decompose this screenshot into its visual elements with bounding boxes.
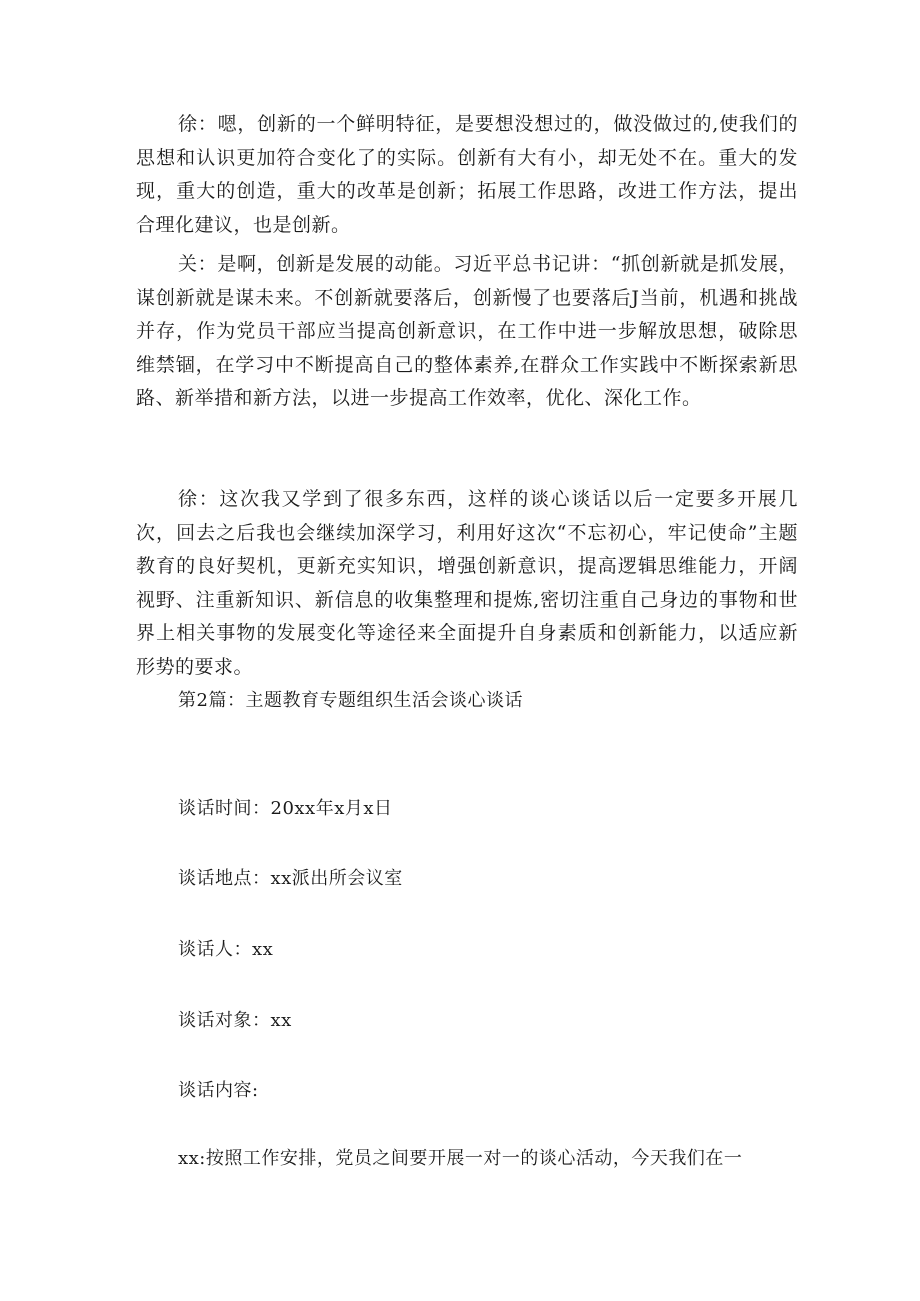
paragraph-xu-innovation: 徐：嗯，创新的一个鲜明特征，是要想没想过的，做没做过的,使我们的思想和认识更加符合变化了的实际。创新有大有小，却无处不在。重大的发现，重大的创造，重大的改革是创新；拓展工作思路，改进工作方法，提出合理化建议，也是创新。 (136, 113, 798, 236)
talk-content-label: 谈话内容: (178, 1080, 259, 1101)
talk-time: 谈话时间：20xx年x月x日 (178, 798, 393, 819)
talk-place: 谈话地点：xx派出所会议室 (178, 868, 403, 889)
talk-speaker: 谈话人：xx (178, 939, 274, 960)
paragraph-guan-innovation: 关：是啊，创新是发展的动能。习近平总书记讲：“抓创新就是抓发展，谋创新就是谋未来。不创新就要落后，创新慢了也要落后J当前，机遇和挑战并存，作为党员干部应当提高创新意识，在工作中进一步解放思想，破除思维禁锢，在学习中不断提高自己的整体素养,在群众工作实践中不断探索新思路、新举措和新方法，以进一步提高工作效率，优化、深化工作。 (136, 253, 798, 409)
paragraph-xu-learning: 徐：这次我又学到了很多东西，这样的谈心谈话以后一定要多开展几次，回去之后我也会继续加深学习，利用好这次“不忘初心，牢记使命”主题教育的良好契机，更新充实知识，增强创新意识，提高逻辑思维能力，开阔视野、注重新知识、新信息的收集整理和提炼,密切注重自己身边的事物和世界上相关事物的发展变化等途径来全面提升自身素质和创新能力，以适应新形势的要求。 (136, 488, 798, 678)
talk-content-first-line: xx:按照工作安排，党员之间要开展一对一的谈心活动，今天我们在一 (178, 1148, 743, 1169)
section-heading: 第2篇：主题教育专题组织生活会谈心谈话 (178, 690, 523, 711)
talk-target: 谈话对象：xx (178, 1010, 292, 1031)
